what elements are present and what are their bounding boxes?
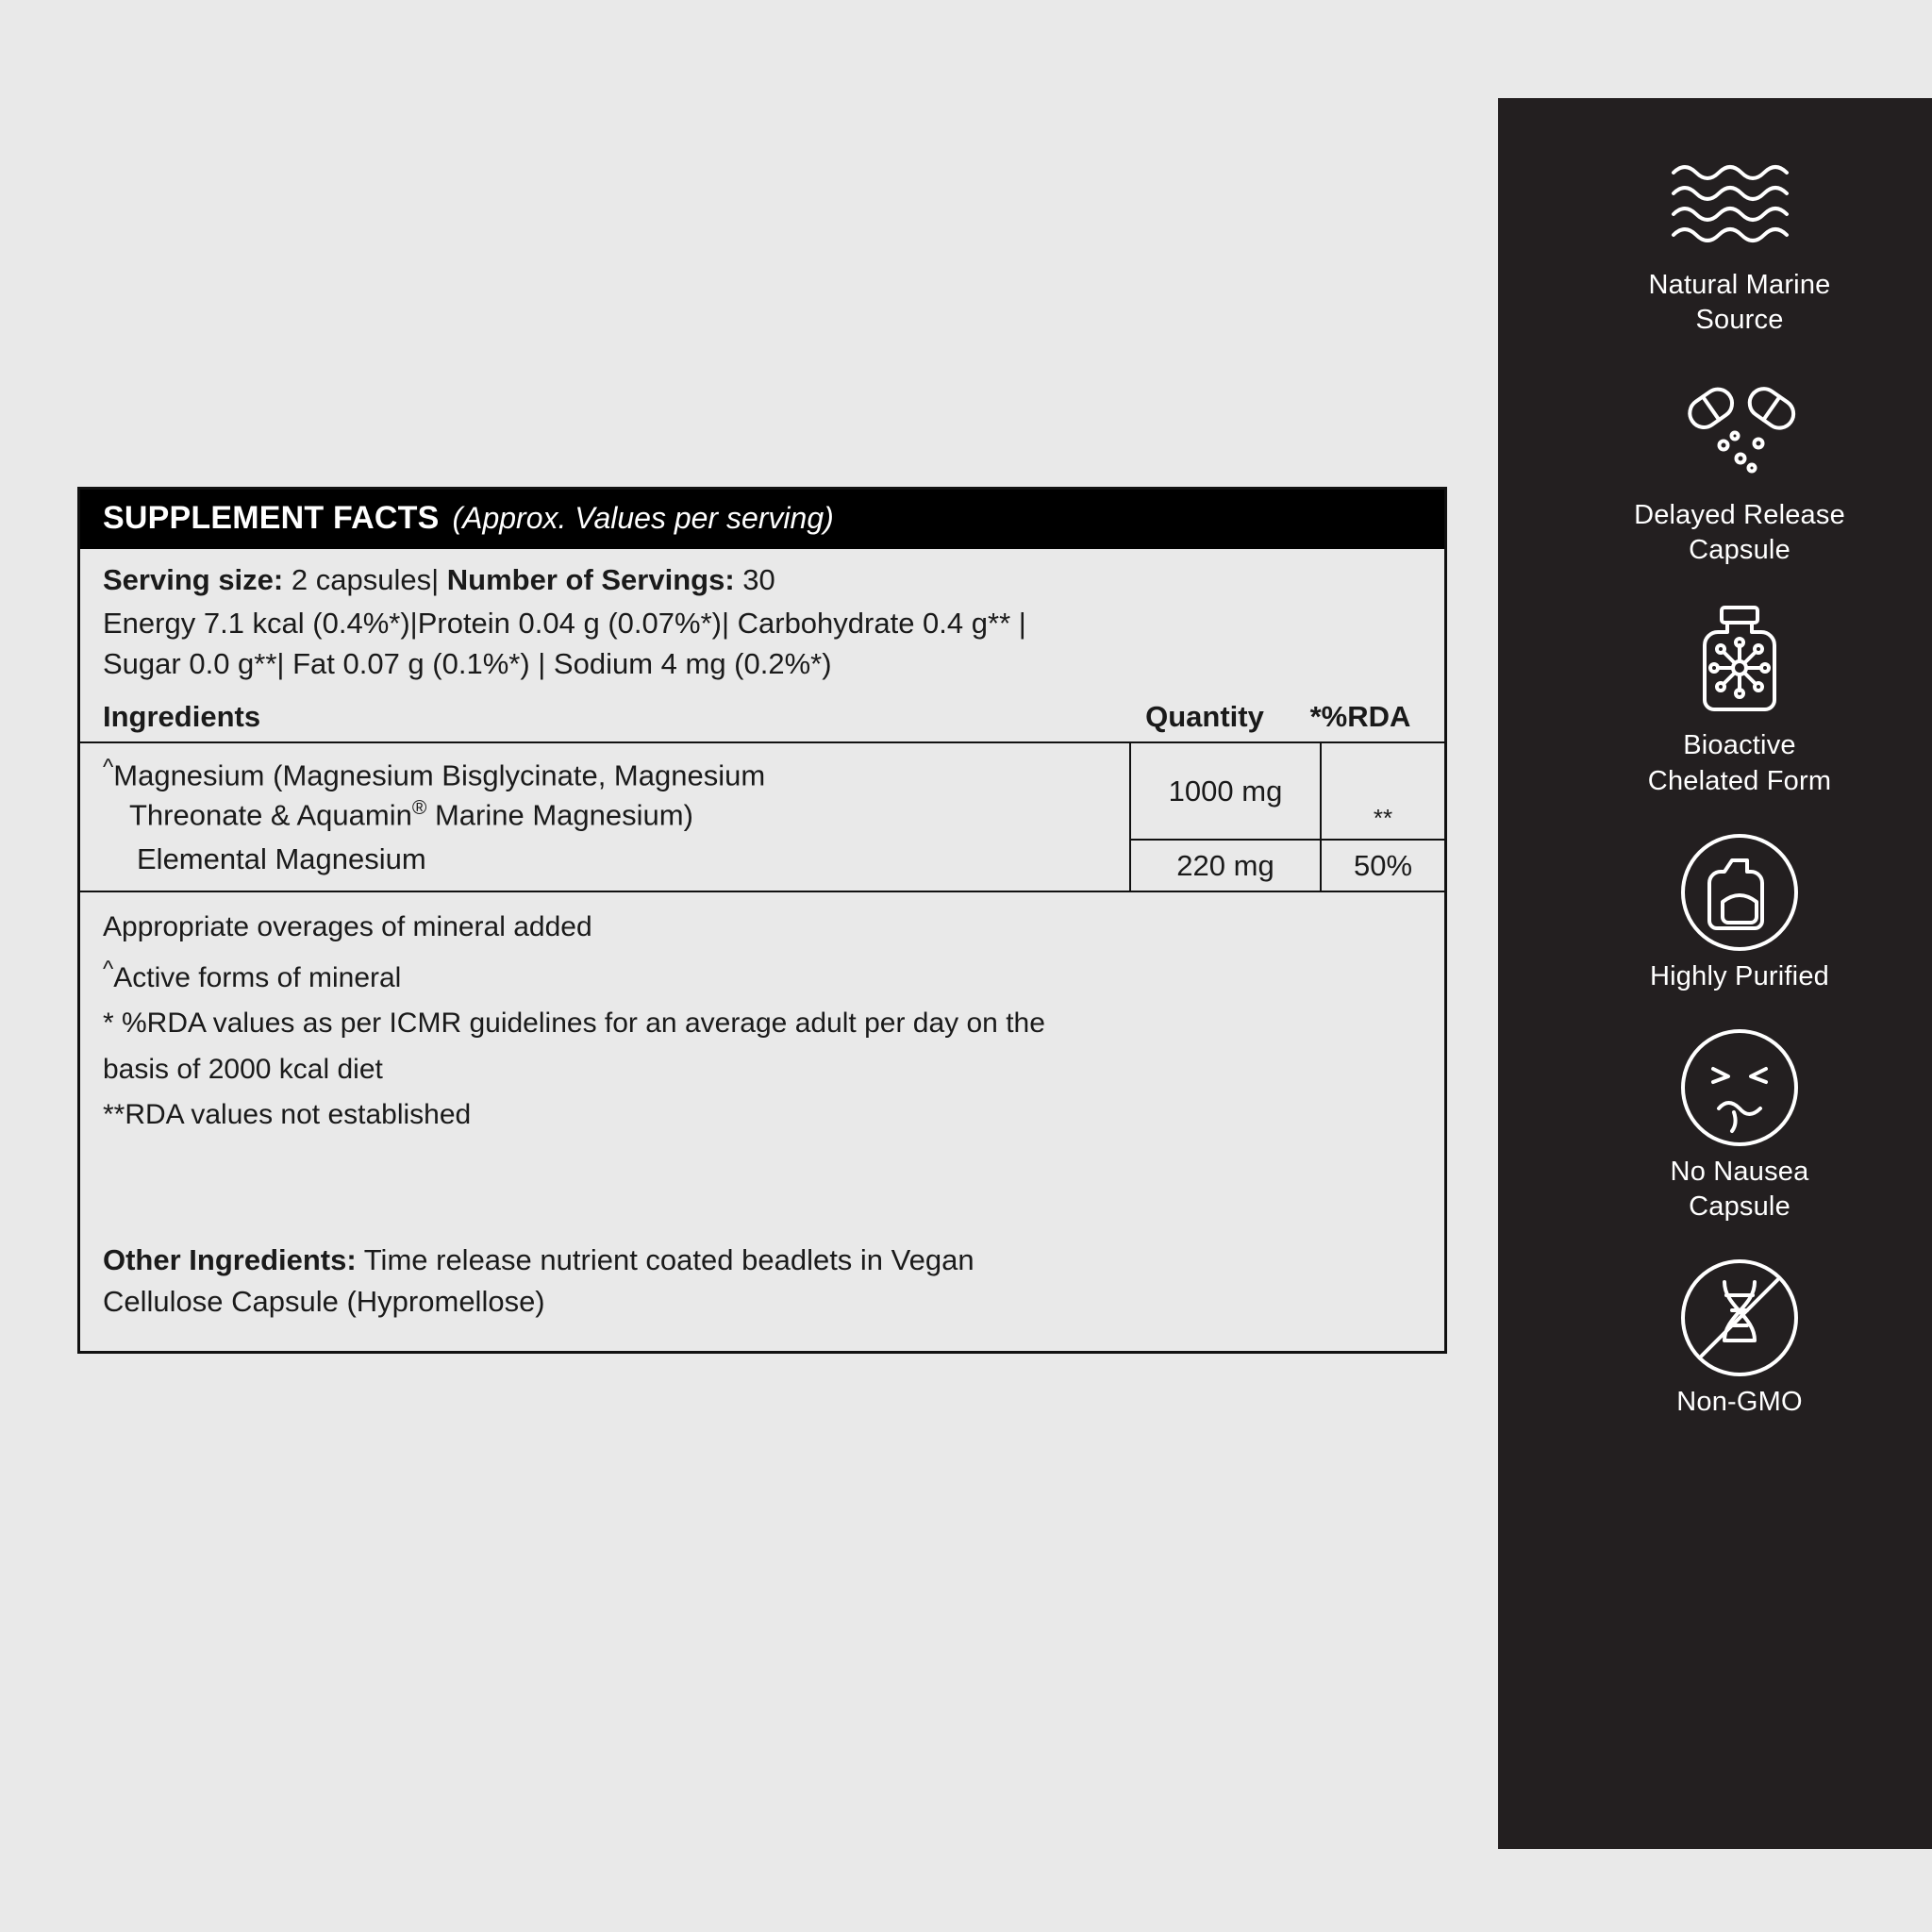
table-row [80,839,1444,891]
panel-title: SUPPLEMENT FACTS [103,500,440,536]
footnote-overages: Appropriate overages of mineral added [103,911,592,943]
bottle-molecule-icon [1498,604,1932,719]
ingredient-name-line-1: Magnesium (Magnesium Bisglycinate, Magnesium [113,758,766,792]
purified-bottle-icon [1498,835,1932,950]
nutrition-line-2: Sugar 0.0 g**| Fat 0.07 g (0.1%*) | Sodium 4 mg (0.2%*) [103,647,832,680]
ingredients-table [80,743,1444,891]
waves-icon [1498,143,1932,258]
number-of-servings-label: Number of Servings: [446,563,735,597]
serving-size-value: 2 capsules| [291,563,440,597]
ingredient-name-line-2-tail: Marine Magnesium) [426,798,693,832]
feature-label: Non-GMO [1676,1386,1803,1417]
feature-label: Highly Purified [1650,960,1829,991]
feature-label: Delayed Release Capsule [1634,500,1845,566]
ingredient-quantity: 1000 mg [1129,743,1320,839]
footnote-active-forms [103,952,1422,1001]
supplement-facts-panel [77,487,1447,1354]
non-gmo-dna-icon [1498,1260,1932,1375]
serving-information [80,549,1444,693]
number-of-servings-value: 30 [742,563,775,597]
ingredient-rda: ** [1320,743,1444,839]
column-header-quantity: Quantity [1145,699,1264,733]
panel-subtitle: (Approx. Values per serving) [452,501,834,535]
feature-no-nausea-capsule [1498,1030,1932,1224]
capsule-granules-icon [1498,374,1932,489]
other-ingredients-line-1: Time release nutrient coated beadlets in Vegan [363,1242,974,1276]
other-ingredients-label: Other Ingredients: [103,1242,357,1276]
serving-size-row [103,560,1422,600]
ingredient-name-line-2: Threonate & Aquamin [129,798,412,832]
feature-delayed-release-capsule [1498,374,1932,568]
footnote-active-forms-text: Active forms of mineral [113,961,402,993]
ingredients-table-header [80,694,1444,743]
other-ingredients-line-2: Cellulose Capsule (Hypromellose) [103,1284,545,1318]
serving-size-label: Serving size: [103,563,284,597]
footnote-rda-not-established: **RDA values not established [103,1099,472,1131]
ingredient-rda: 50% [1320,839,1444,891]
feature-highly-purified [1498,835,1932,994]
footnote-rda-line-1: * %RDA values as per ICMR guidelines for an average adult per day on the [103,1008,1045,1040]
active-form-marker: ^ [103,754,114,780]
footnote-rda-line-2: basis of 2000 kcal diet [103,1053,383,1085]
feature-label: Bioactive Chelated Form [1647,730,1832,796]
nutrition-line-1: Energy 7.1 kcal (0.4%*)|Protein 0.04 g (0.07%*)| Carbohydrate 0.4 g** | [103,607,1026,641]
table-row [80,743,1444,839]
other-ingredients [80,1240,1444,1351]
supplement-facts-header [80,490,1444,549]
registered-mark: ® [411,797,427,819]
feature-bioactive-chelated-form [1498,604,1932,798]
caret-marker: ^ [103,956,114,982]
column-header-ingredients: Ingredients [103,699,261,733]
feature-strip [1498,98,1932,1849]
feature-label: No Nausea Capsule [1670,1156,1809,1222]
feature-natural-marine-source [1498,143,1932,338]
feature-label: Natural Marine Source [1648,270,1831,336]
ingredient-name [80,743,1129,839]
no-nausea-face-icon [1498,1030,1932,1145]
footnotes [80,891,1444,1149]
column-header-rda: *%RDA [1309,699,1411,733]
ingredient-name: Elemental Magnesium [137,842,426,876]
feature-non-gmo [1498,1260,1932,1420]
ingredient-quantity: 220 mg [1129,839,1320,891]
